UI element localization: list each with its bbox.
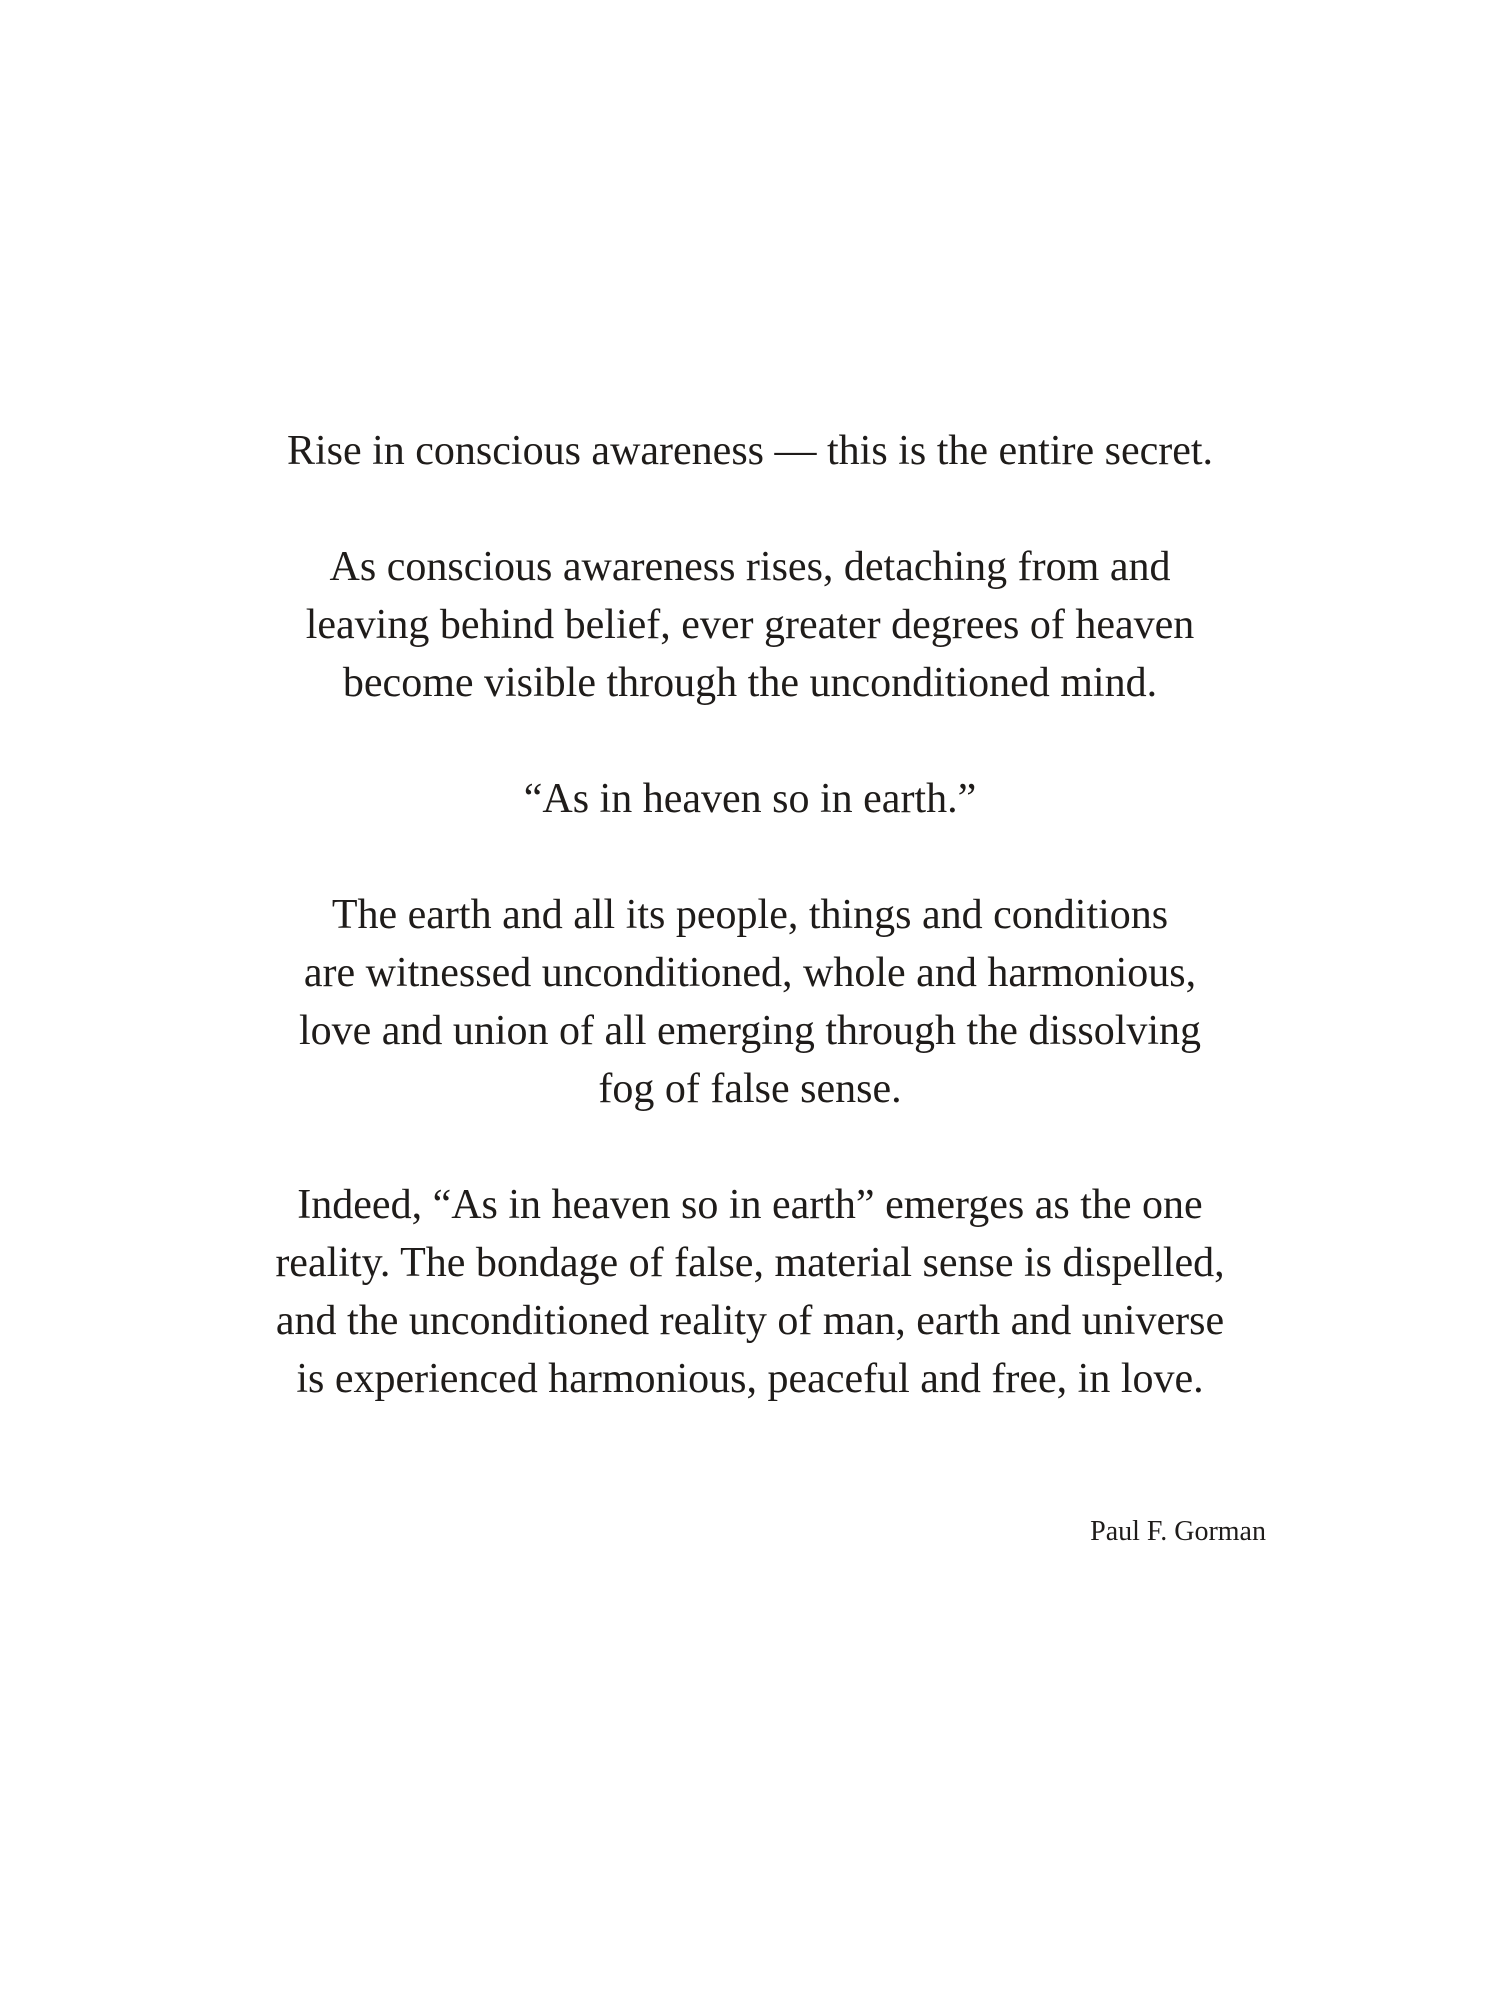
stanza-3 xyxy=(0,770,1500,828)
poem-line: is experienced harmonious, peaceful and free, in love. xyxy=(296,1356,1204,1402)
poem-line: and the unconditioned reality of man, earth and universe xyxy=(275,1298,1225,1344)
poem-line: Indeed, “As in heaven so in earth” emerges as the one xyxy=(297,1182,1203,1228)
poem-line: love and union of all emerging through the dissolving xyxy=(298,1008,1202,1054)
poem-line: reality. The bondage of false, material sense is dispelled, xyxy=(275,1240,1225,1286)
stanza-1 xyxy=(0,422,1500,480)
poem-line: The earth and all its people, things and conditions xyxy=(331,892,1169,938)
poem-line: leaving behind belief, ever greater degrees of heaven xyxy=(305,602,1195,648)
author-signature: Paul F. Gorman xyxy=(1090,1516,1266,1547)
stanza-5 xyxy=(0,1176,1500,1408)
poem-line: are witnessed unconditioned, whole and harmonious, xyxy=(303,950,1197,996)
poem-body xyxy=(0,422,1500,1408)
poem-line: As conscious awareness rises, detaching from and xyxy=(329,544,1171,590)
poem-line: fog of false sense. xyxy=(598,1066,902,1112)
poem-line: Rise in conscious awareness — this is the entire secret. xyxy=(286,428,1214,474)
poem-line: become visible through the unconditioned mind. xyxy=(342,660,1158,706)
poem-line: “As in heaven so in earth.” xyxy=(523,776,977,822)
stanza-4 xyxy=(0,886,1500,1118)
stanza-2 xyxy=(0,538,1500,712)
